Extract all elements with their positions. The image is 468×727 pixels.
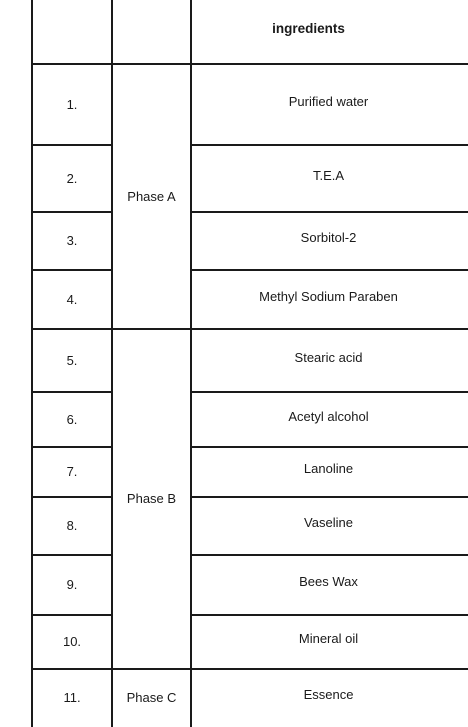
- row-rule-ingredient-4: [191, 328, 468, 330]
- row-number: 9.: [66, 577, 78, 592]
- row-ingredient: Vaseline: [304, 515, 353, 530]
- header-bottom-rule: [32, 63, 468, 65]
- row-ingredient: Methyl Sodium Paraben: [259, 288, 398, 304]
- row-number: 4.: [66, 291, 78, 307]
- row-number: 3.: [66, 233, 78, 248]
- row-number: 2.: [66, 170, 78, 186]
- row-rule-ingredient-7: [191, 496, 468, 498]
- row-rule-ingredient-3: [191, 269, 468, 271]
- row-ingredient: Mineral oil: [298, 631, 359, 646]
- row-rule-number-6: [32, 446, 112, 448]
- table-vertical-rule-0: [31, 0, 33, 727]
- row-rule-ingredient-2: [191, 211, 468, 213]
- row-rule-number-1: [32, 144, 112, 146]
- row-number: 8.: [66, 518, 78, 533]
- row-rule-number-8: [32, 554, 112, 556]
- row-ingredient: Lanoline: [303, 461, 354, 476]
- row-rule-ingredient-8: [191, 554, 468, 556]
- table-vertical-rule-1: [111, 0, 113, 727]
- row-rule-number-5: [32, 391, 112, 393]
- row-rule-number-3: [32, 269, 112, 271]
- row-ingredient: T.E.A: [312, 167, 345, 183]
- row-ingredient: Acetyl alcohol: [288, 408, 369, 424]
- row-ingredient: Essence: [303, 687, 354, 702]
- row-ingredient: Sorbitol-2: [300, 230, 357, 245]
- row-rule-number-7: [32, 496, 112, 498]
- row-rule-ingredient-9: [191, 614, 468, 616]
- row-rule-ingredient-5: [191, 391, 468, 393]
- row-number: 11.: [63, 690, 81, 705]
- row-number: 1.: [66, 96, 78, 112]
- row-rule-number-2: [32, 211, 112, 213]
- row-rule-ingredient-6: [191, 446, 468, 448]
- phase-label: Phase C: [126, 690, 177, 705]
- row-rule-phase-10: [112, 668, 191, 670]
- row-rule-ingredient-1: [191, 144, 468, 146]
- row-ingredient: Stearic acid: [294, 349, 363, 365]
- row-number: 5.: [66, 352, 78, 368]
- row-rule-phase-4: [112, 328, 191, 330]
- row-number: 7.: [66, 464, 78, 479]
- row-rule-number-4: [32, 328, 112, 330]
- row-number: 10.: [62, 634, 82, 649]
- row-rule-number-9: [32, 614, 112, 616]
- row-ingredient: Bees Wax: [299, 574, 358, 589]
- phase-label: Phase B: [126, 491, 177, 506]
- row-number: 6.: [66, 411, 78, 427]
- table-vertical-rule-2: [190, 0, 192, 727]
- row-rule-ingredient-10: [191, 668, 468, 670]
- header-ingredients: ingredients: [272, 21, 345, 36]
- row-ingredient: Purified water: [288, 93, 369, 109]
- phase-label: Phase A: [127, 188, 176, 204]
- row-rule-number-10: [32, 668, 112, 670]
